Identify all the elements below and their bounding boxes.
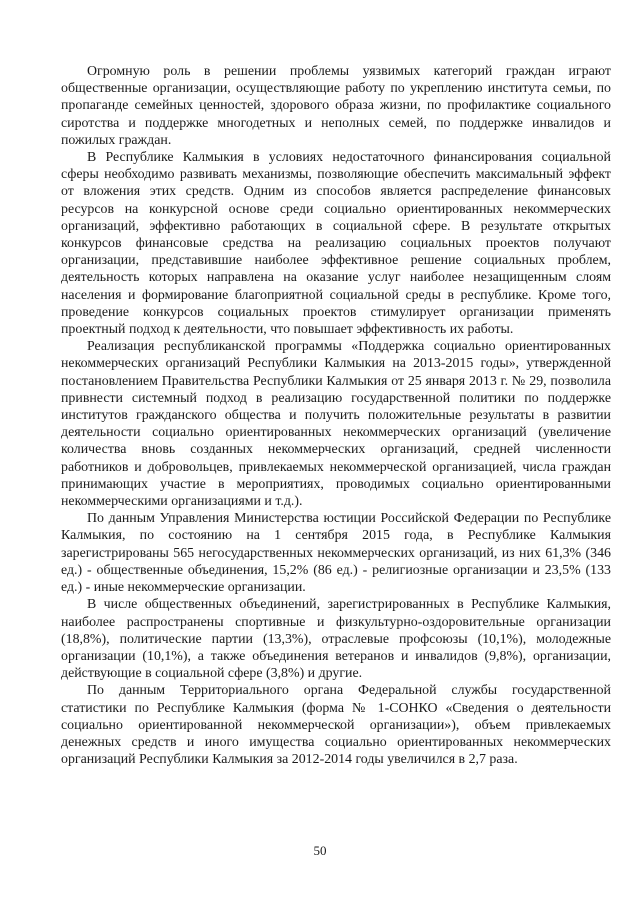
paragraph-vulnerable-citizens: Огромную роль в решении проблемы уязвимых категорий граждан играют общественные организации, осуществляющие работу по укреплению института семьи, по пропаганде семейных ценностей, здорового образа жизни, по профилактике социального сиротства и поддержке многодетных и неполных семей, по поддержке инвалидов и пожилых граждан. bbox=[61, 64, 611, 148]
paragraph-financing-mechanisms: В Республике Калмыкия в условиях недостаточного финансирования социальной сферы необходимо развивать механизмы, позволяющие обеспечить максимальный эффект от вложения этих средств. Одним из способов является распределение финансовых ресурсов на конкурсной основе среди социально ориентированных некоммерческих организаций, эффективно работающих в социальной сфере. В результате открытых конкурсов финансовые средства на реализацию социальных проектов получают организации, представившие наиболее эффективное решение социальных проблем, деятельность которых направлена на оказание услуг наиболее незащищенным слоям населения и формирование благоприятной социальной среды в республике. Кроме того, проведение конкурсов социальных проектов стимулирует организации применять проектный подход к деятельности, что повышает эффективность их работы. bbox=[61, 150, 611, 338]
paragraph-program-implementation: Реализация республиканской программы «Поддержка социально ориентированных некоммерческих организаций Республики Калмыкия на 2013-2015 годы», утвержденной постановлением Правительства Республики Калмыкия от 25 января 2013 г. № 29, позволила привнести системный подход в реализацию государственной политики по поддержке институтов гражданского общества и получить положительные результаты в развитии деятельности социально ориентированных некоммерческих организаций (увеличение количества вновь созданных некоммерческих организаций, средней численности работников и добровольцев, привлекаемых некоммерческой организацией, числа граждан принимающих участие в мероприятиях, проводимых социально ориентированными некоммерческими организациями и т.д.). bbox=[61, 339, 611, 510]
body-text bbox=[61, 63, 611, 768]
paragraph-registered-organizations: По данным Управления Министерства юстиции Российской Федерации по Республике Калмыкия, по состоянию на 1 сентября 2015 года, в Республике Калмыкия зарегистрированы 565 негосударственных некоммерческих организаций, из них 61,3% (346 ед.) - общественные объединения, 15,2% (86 ед.) - религиозные организации и 23,5% (133 ед.) - иные некоммерческие организации. bbox=[61, 511, 611, 596]
paragraph-statistics: По данным Территориального органа Федеральной службы государственной статистики по Республике Калмыкия (форма № 1-СОНКО «Сведения о деятельности социально ориентированной некоммерческой организации»), объем привлекаемых денежных средств и иного имущества социально ориентированных некоммерческих организаций Республики Калмыкия за 2012-2014 годы увеличился в 2,7 раза. bbox=[61, 683, 611, 768]
page-number: 50 bbox=[313, 843, 327, 858]
paragraph-public-associations: В числе общественных объединений, зарегистрированных в Республике Калмыкия, наиболее распространены спортивные и физкультурно-оздоровительные организации (18,8%), политические партии (13,3%), отраслевые профсоюзы (10,1%), молодежные организации (10,1%), а также объединения ветеранов и инвалидов (9,8%), организации, действующие в социальной сфере (3,8%) и другие. bbox=[61, 597, 611, 682]
